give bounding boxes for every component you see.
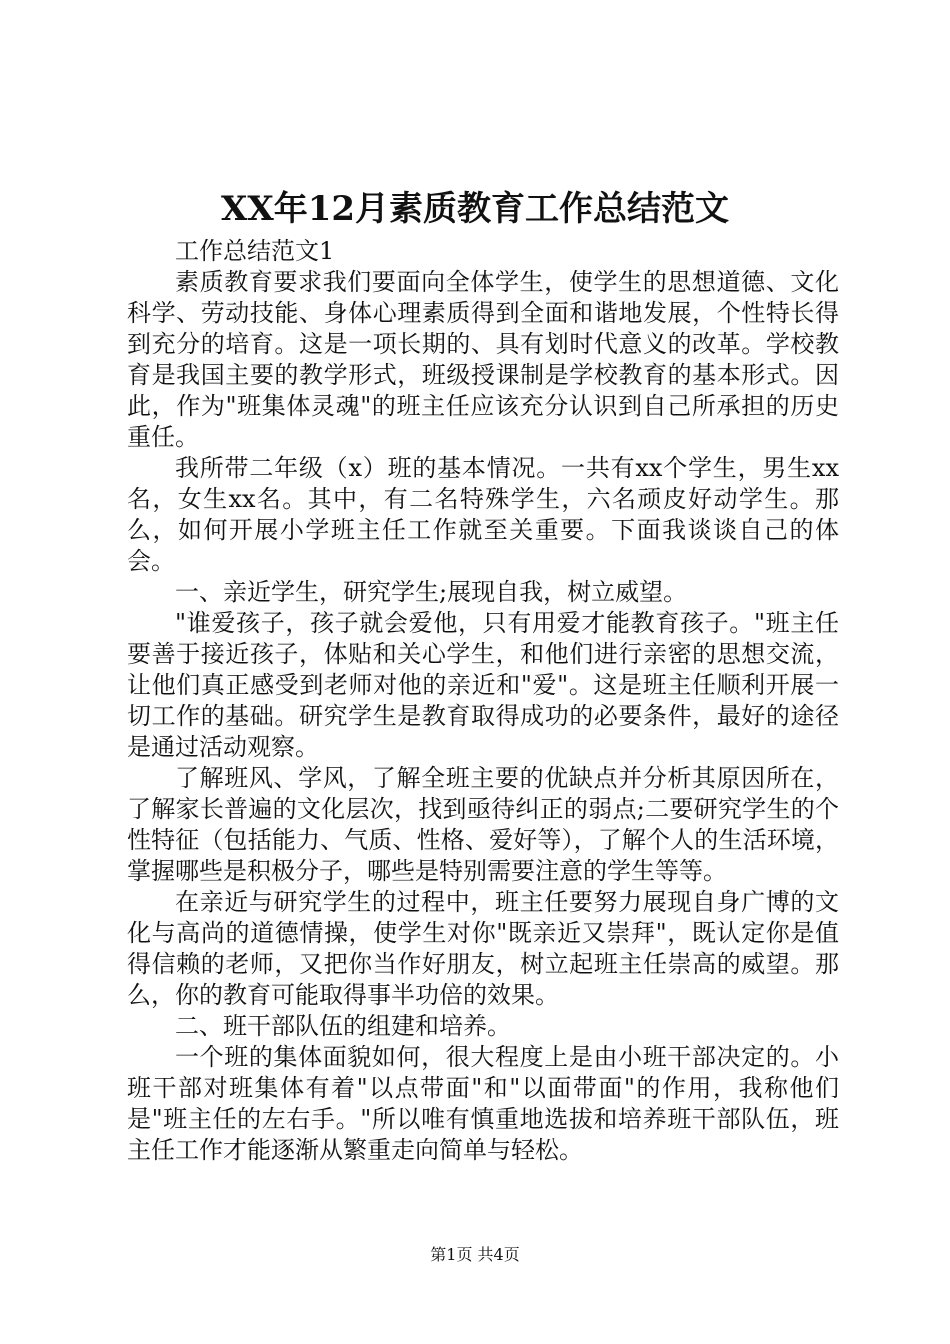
section-heading-1: 一、亲近学生，研究学生;展现自我，树立威望。 <box>175 578 688 606</box>
paragraph-love-children: "谁爱孩子，孩子就会爱他，只有用爱才能教育孩子。"班主任要善于接近孩子，体贴和关心学生，和他们进行亲密的思想交流，让他们真正感受到老师对他的亲近和"爱"。这是班主任顺利开展一切工作的基础。研究学生是教育取得成功的必要条件，最好的途径是通过活动观察。 <box>127 609 839 761</box>
paragraph-class-cadres: 一个班的集体面貌如何，很大程度上是由小班干部决定的。小班干部对班集体有着"以点带面"和"以面带面"的作用，我称他们是"班主任的左右手。"所以唯有慎重地选拔和培养班干部队伍，班主任工作才能逐渐从繁重走向简单与轻松。 <box>127 1043 839 1164</box>
paragraph-class-style: 了解班风、学风，了解全班主要的优缺点并分析其原因所在，了解家长普遍的文化层次，找到亟待纠正的弱点;二要研究学生的个性特征（包括能力、气质、性格、爱好等），了解个人的生活环境，掌握哪些是积极分子，哪些是特别需要注意的学生等等。 <box>127 764 839 885</box>
document-title: XX年12月素质教育工作总结范文 <box>220 189 730 229</box>
paragraph-intro: 素质教育要求我们要面向全体学生，使学生的思想道德、文化科学、劳动技能、身体心理素质得到全面和谐地发展，个性特长得到充分的培育。这是一项长期的、具有划时代意义的改革。学校教育是我国主要的教学形式，班级授课制是学校教育的基本形式。因此，作为"班集体灵魂"的班主任应该充分认识到自己所承担的历史重任。 <box>127 268 839 451</box>
page-footer: 第1页 共4页 <box>430 1245 520 1264</box>
section-heading-2: 二、班干部队伍的组建和培养。 <box>175 1012 511 1040</box>
paragraph-prestige: 在亲近与研究学生的过程中，班主任要努力展现自身广博的文化与高尚的道德情操，使学生对你"既亲近又崇拜"，既认定你是值得信赖的老师，又把你当作好朋友，树立起班主任崇高的威望。那么，你的教育可能取得事半功倍的效果。 <box>127 888 839 1009</box>
paragraph-subtitle: 工作总结范文1 <box>175 237 335 265</box>
document-body <box>127 236 839 1166</box>
paragraph-class-situation: 我所带二年级（x）班的基本情况。一共有xx个学生，男生xx名，女生xx名。其中，有二名特殊学生，六名顽皮好动学生。那么，如何开展小学班主任工作就至关重要。下面我谈谈自己的体会。 <box>127 454 839 575</box>
